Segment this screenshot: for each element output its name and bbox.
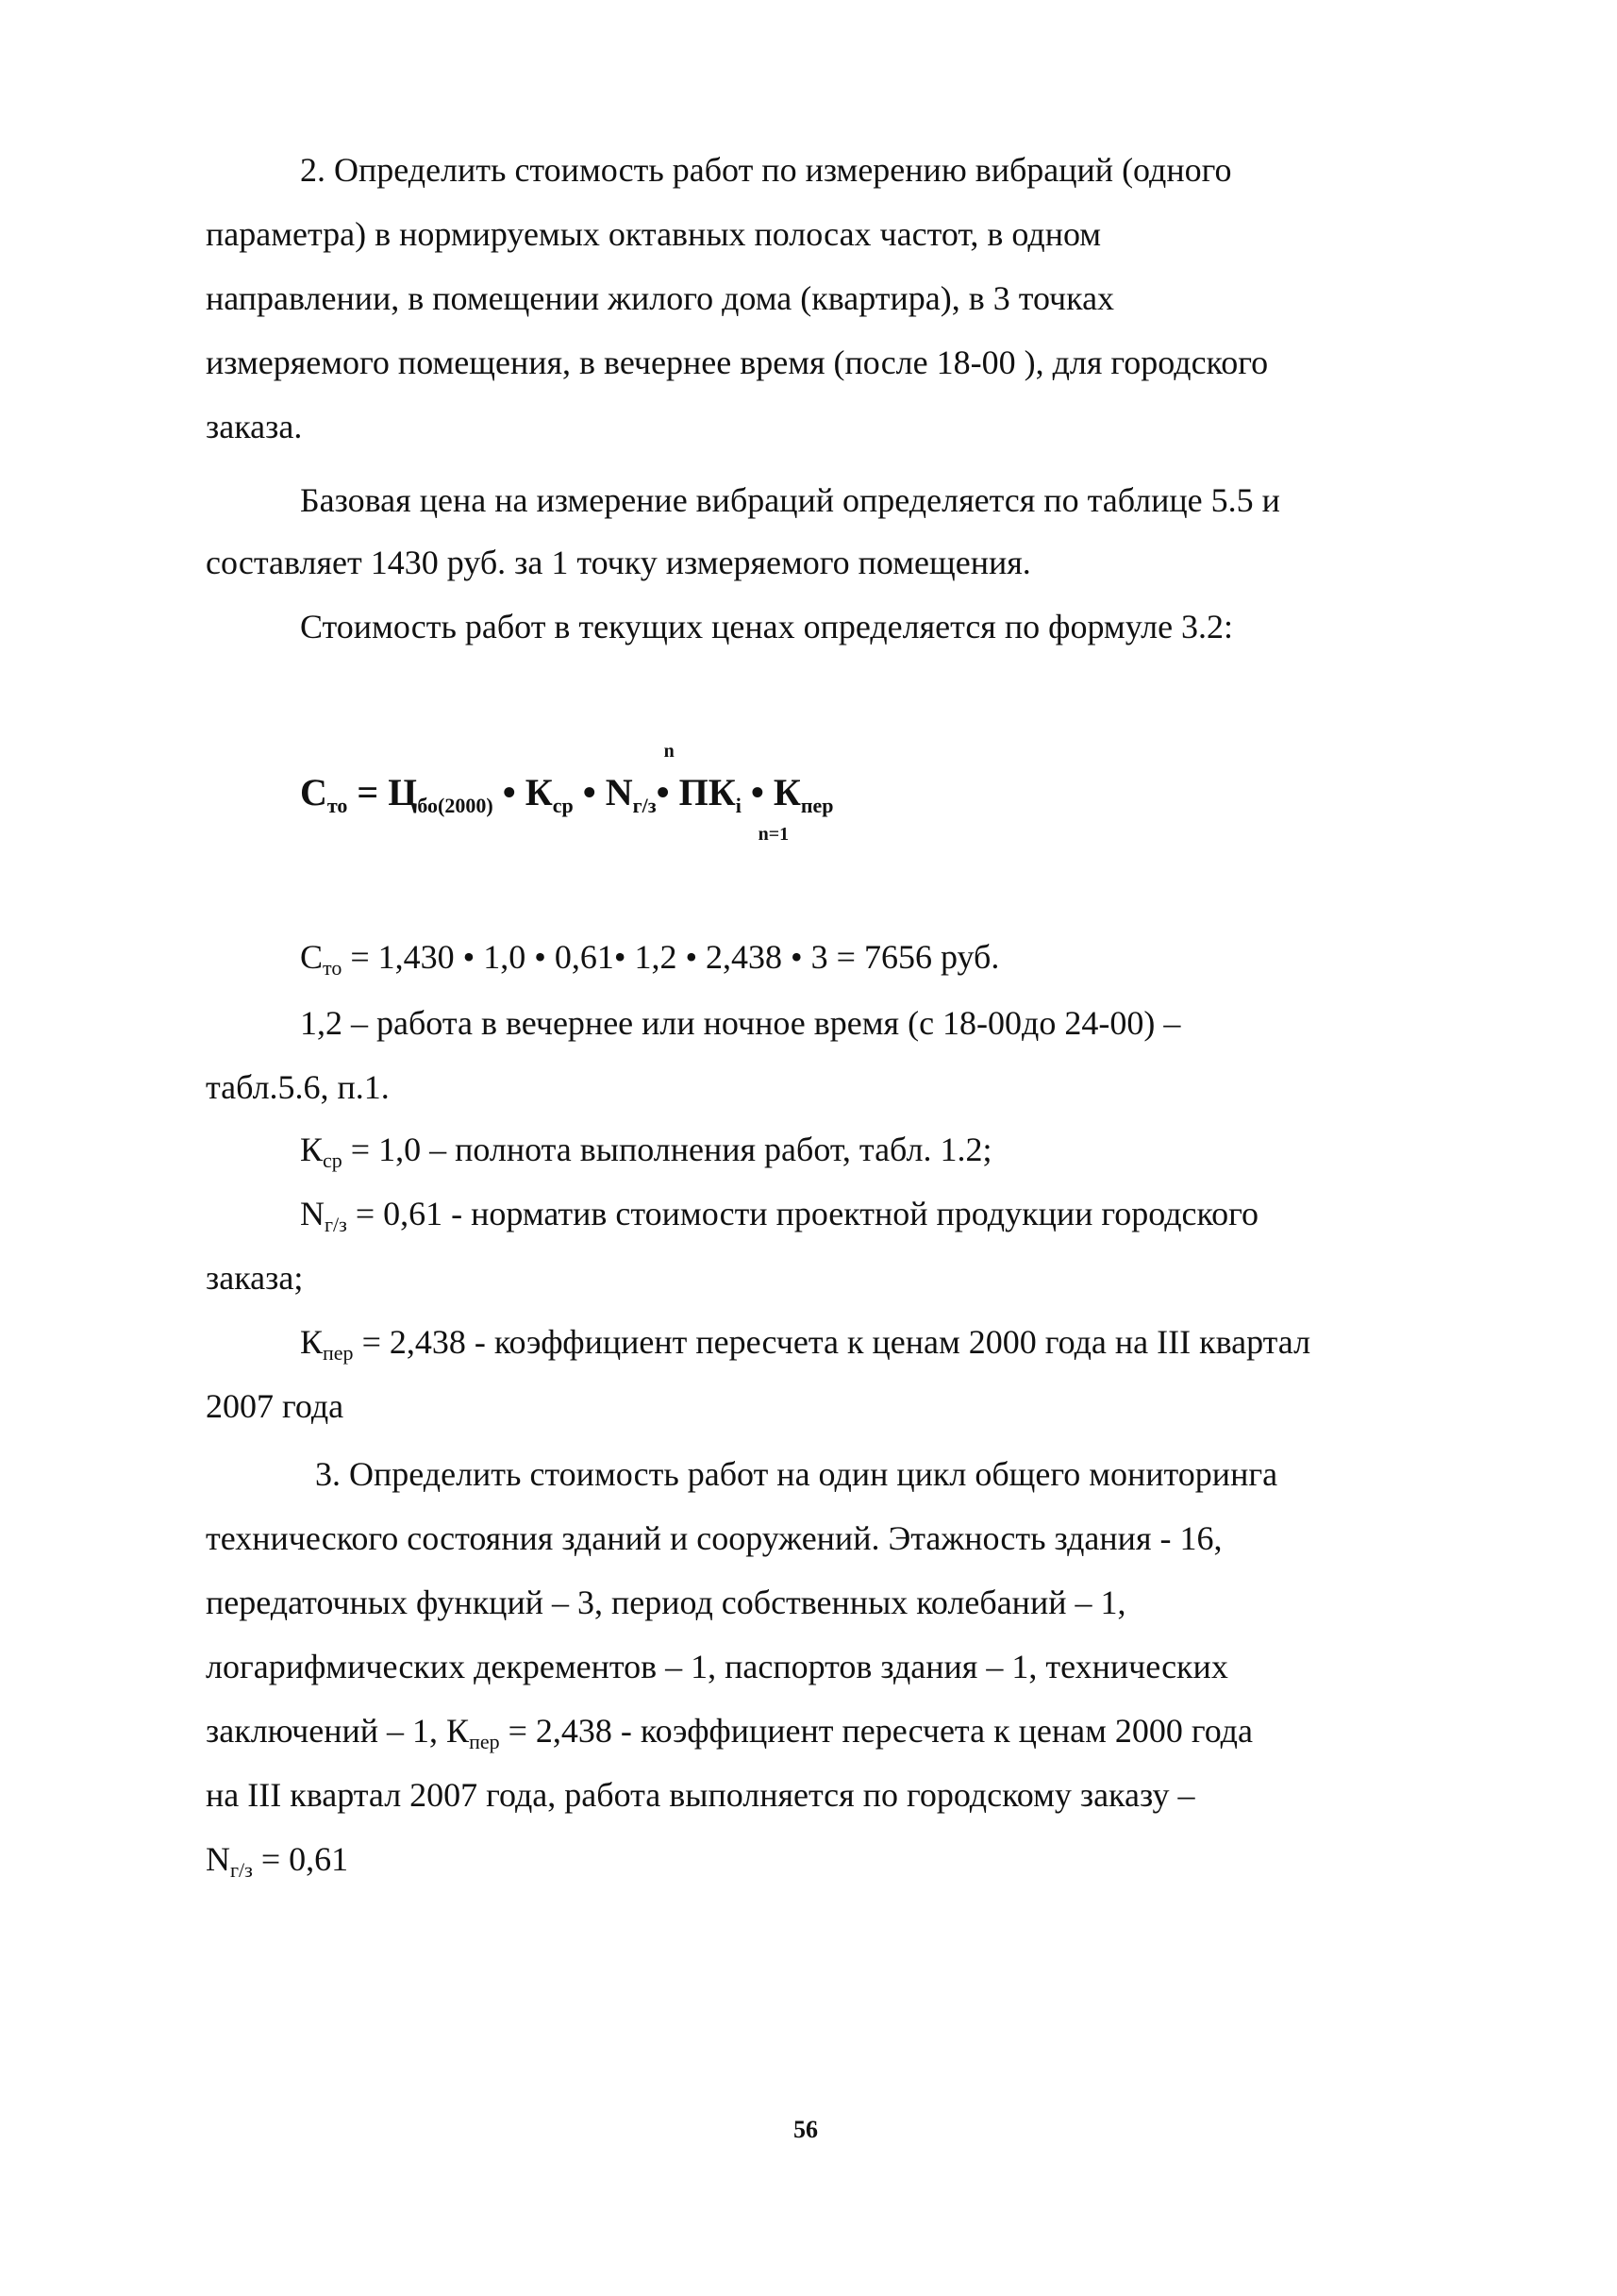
note-k-sr (300, 1129, 992, 1182)
note-line: 1,2 – работа в вечернее или ночное время (с 18-00до 24-00) – (300, 1004, 1181, 1042)
formula-k-sr: • К (492, 771, 553, 813)
product-lower-limit: n=1 (758, 824, 790, 845)
note-symbol-sub: г/з (325, 1213, 347, 1236)
note-line: заказа; (206, 1259, 304, 1297)
paragraph-line (206, 1710, 1253, 1763)
note-text: = 1,0 – полнота выполнения работ, табл. 1.2; (342, 1131, 992, 1168)
product-sub: i (735, 794, 742, 817)
note-symbol-sub: ср (323, 1148, 342, 1172)
cost-formula (300, 741, 834, 845)
paragraph-line: измеряемого помещения, в вечернее время (после 18-00 ), для городского (206, 344, 1269, 381)
paragraph-line: технического состояния зданий и сооружений. Этажность здания - 16, (206, 1519, 1223, 1557)
note-n-gz (300, 1193, 1259, 1246)
note-symbol: N (300, 1195, 325, 1232)
note-symbol-sub: пер (323, 1341, 354, 1365)
calculation-line (300, 936, 999, 989)
note-line: табл.5.6, п.1. (206, 1068, 390, 1106)
paragraph-line: заказа. (206, 408, 303, 445)
calc-rhs: = 1,430 • 1,0 • 0,61• 1,2 • 2,438 • 3 = 7656 руб. (342, 938, 1000, 976)
paragraph-line: 3. Определить стоимость работ на один цикл общего мониторинга (315, 1455, 1278, 1493)
formula-lhs-sub: то (326, 794, 348, 817)
formula-k-per: • К (741, 771, 801, 813)
note-k-per (300, 1321, 1310, 1374)
formula-n-gz-sub: г/з (632, 794, 657, 817)
note-symbol: К (300, 1131, 324, 1168)
paragraph-line: направлении, в помещении жилого дома (квартира), в 3 точках (206, 279, 1115, 317)
line-sub: г/з (230, 1858, 253, 1882)
formula-n-gz: • N (573, 771, 633, 813)
formula-eq: = (347, 771, 389, 813)
note-symbol: К (300, 1323, 324, 1361)
note-text: = 0,61 - норматив стоимости проектной продукции городского (346, 1195, 1259, 1232)
line-sub: пер (469, 1730, 500, 1753)
paragraph-line: параметра) в нормируемых октавных полосах частот, в одном (206, 215, 1102, 253)
line-part: = 2,438 - коэффициент пересчета к ценам 2000 года (499, 1712, 1253, 1750)
paragraph-line: Стоимость работ в текущих ценах определяется по формуле 3.2: (300, 608, 1234, 645)
formula-base-price-sub: бо(2000) (417, 794, 493, 817)
paragraph-line: логарифмических декрементов – 1, паспортов здания – 1, технических (206, 1648, 1228, 1685)
formula-k-sr-sub: ср (552, 794, 574, 817)
note-text: = 2,438 - коэффициент пересчета к ценам 2000 года на III квартал (353, 1323, 1311, 1361)
formula-k-per-sub: пер (800, 794, 834, 817)
paragraph-line: составляет 1430 руб. за 1 точку измеряемого помещения. (206, 544, 1031, 581)
line-part: N (206, 1840, 230, 1878)
paragraph-line: на III квартал 2007 года, работа выполняется по городскому заказу – (206, 1776, 1195, 1814)
line-part: = 0,61 (252, 1840, 349, 1878)
formula-base-price: Ц (388, 771, 418, 813)
note-line: 2007 года (206, 1387, 344, 1425)
calc-lhs: С (300, 938, 324, 976)
line-part: заключений – 1, К (206, 1712, 470, 1750)
paragraph-line: передаточных функций – 3, период собственных колебаний – 1, (206, 1584, 1126, 1621)
paragraph-line: Базовая цена на измерение вибраций определяется по таблице 5.5 и (300, 481, 1280, 519)
product-symbol: • ПК (656, 771, 736, 813)
paragraph-line: 2. Определить стоимость работ по измерению вибраций (одного (300, 151, 1232, 189)
formula-lhs: С (300, 771, 327, 813)
formula-product (656, 741, 790, 845)
page-number: 56 (793, 2116, 818, 2143)
product-upper-limit: n (663, 741, 675, 762)
paragraph-line (206, 1838, 348, 1891)
calc-lhs-sub: то (323, 956, 342, 980)
